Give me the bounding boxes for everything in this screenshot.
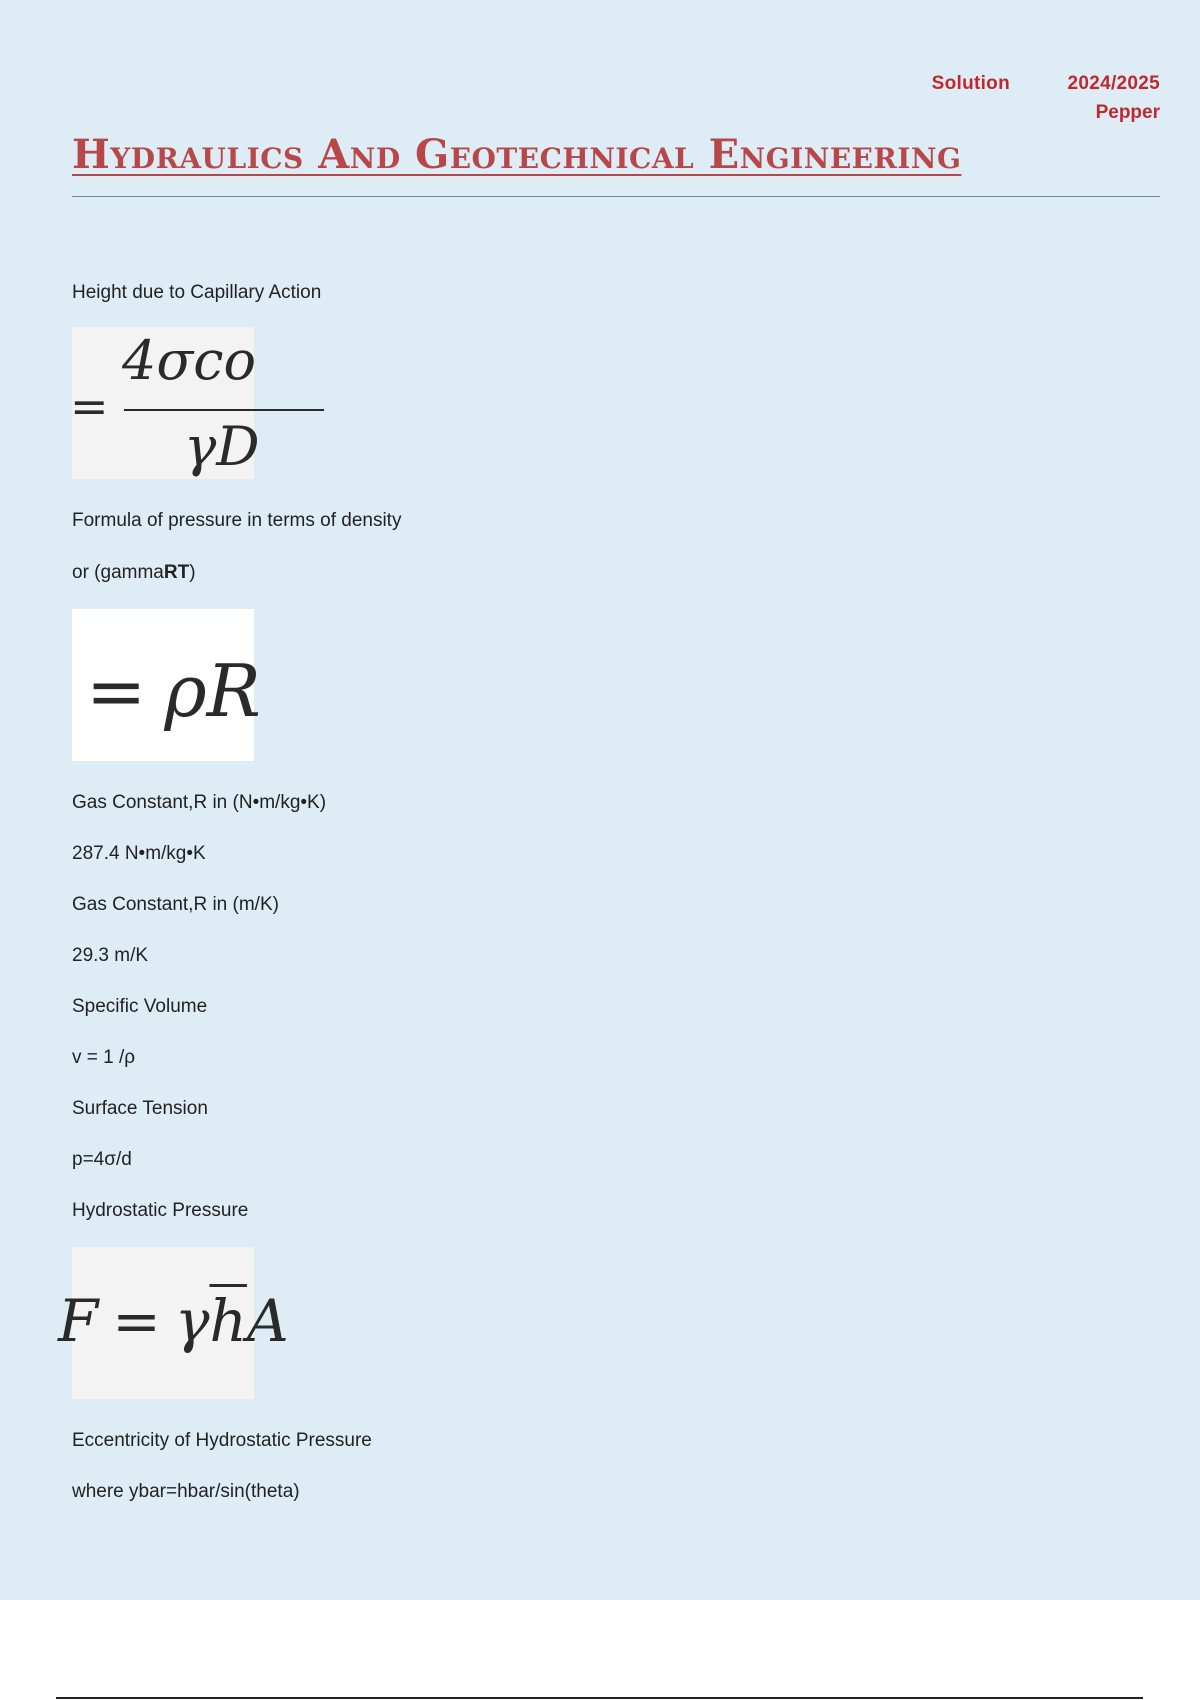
document-content <box>58 282 772 1502</box>
solution-label: Solution <box>931 73 1010 94</box>
pressure-density-heading: Formula of pressure in terms of density <box>72 510 402 531</box>
pressure-density-note-bold: RT <box>163 562 190 583</box>
hydrostatic-heading: Hydrostatic Pressure <box>72 1200 249 1221</box>
gas-constant-n-value: 287.4 N•m/kg•K <box>72 843 206 864</box>
specific-volume-value: v = 1 /ρ <box>72 1047 136 1068</box>
surface-tension-value: p=4σ/d <box>72 1149 132 1170</box>
gas-constant-m-value: 29.3 m/K <box>72 945 149 966</box>
capillary-formula-equals: = <box>70 379 109 433</box>
capillary-formula-image <box>70 327 260 479</box>
capillary-formula-numerator: 4σco <box>122 329 256 392</box>
eccentricity-note: where ybar=hbar/sin(theta) <box>72 1481 300 1502</box>
surface-tension-heading: Surface Tension <box>72 1098 208 1119</box>
gas-constant-m-heading: Gas Constant,R in (m/K) <box>72 894 279 915</box>
hydrostatic-formula-area: A <box>246 1287 289 1355</box>
capillary-heading: Height due to Capillary Action <box>72 282 322 303</box>
hydrostatic-formula-lhs: F <box>58 1287 99 1355</box>
hydrostatic-formula <box>58 1287 289 1355</box>
header-meta <box>860 73 1160 133</box>
capillary-formula-denominator: γD <box>184 415 260 478</box>
hydrostatic-formula-equals: = <box>112 1287 161 1355</box>
pressure-density-note-suffix: ) <box>189 562 196 583</box>
hydrostatic-formula-image <box>58 1247 289 1399</box>
gas-law-formula <box>86 649 261 733</box>
document-title: Hydraulics And Geotechnical Engineering <box>72 131 962 178</box>
gas-law-formula-equals: = <box>86 649 147 733</box>
author-label: Pepper <box>1095 102 1160 123</box>
title-divider <box>72 196 1160 197</box>
year-label: 2024/2025 <box>1067 73 1160 94</box>
footer-divider <box>56 1697 1143 1699</box>
gas-constant-n-heading: Gas Constant,R in (N•m/kg•K) <box>72 792 327 813</box>
hydrostatic-formula-hbar: $\overline{h}$ <box>209 1287 247 1355</box>
gas-law-formula-image <box>72 609 261 761</box>
gas-law-formula-rhs: ρR <box>164 649 261 733</box>
specific-volume-heading: Specific Volume <box>72 996 208 1017</box>
pressure-density-note-prefix: or (gamma <box>72 562 164 583</box>
capillary-formula-fraction-bar <box>124 409 324 411</box>
pressure-density-note <box>72 563 772 583</box>
hydrostatic-formula-gamma: γ <box>174 1287 210 1355</box>
eccentricity-heading: Eccentricity of Hydrostatic Pressure <box>72 1430 372 1451</box>
